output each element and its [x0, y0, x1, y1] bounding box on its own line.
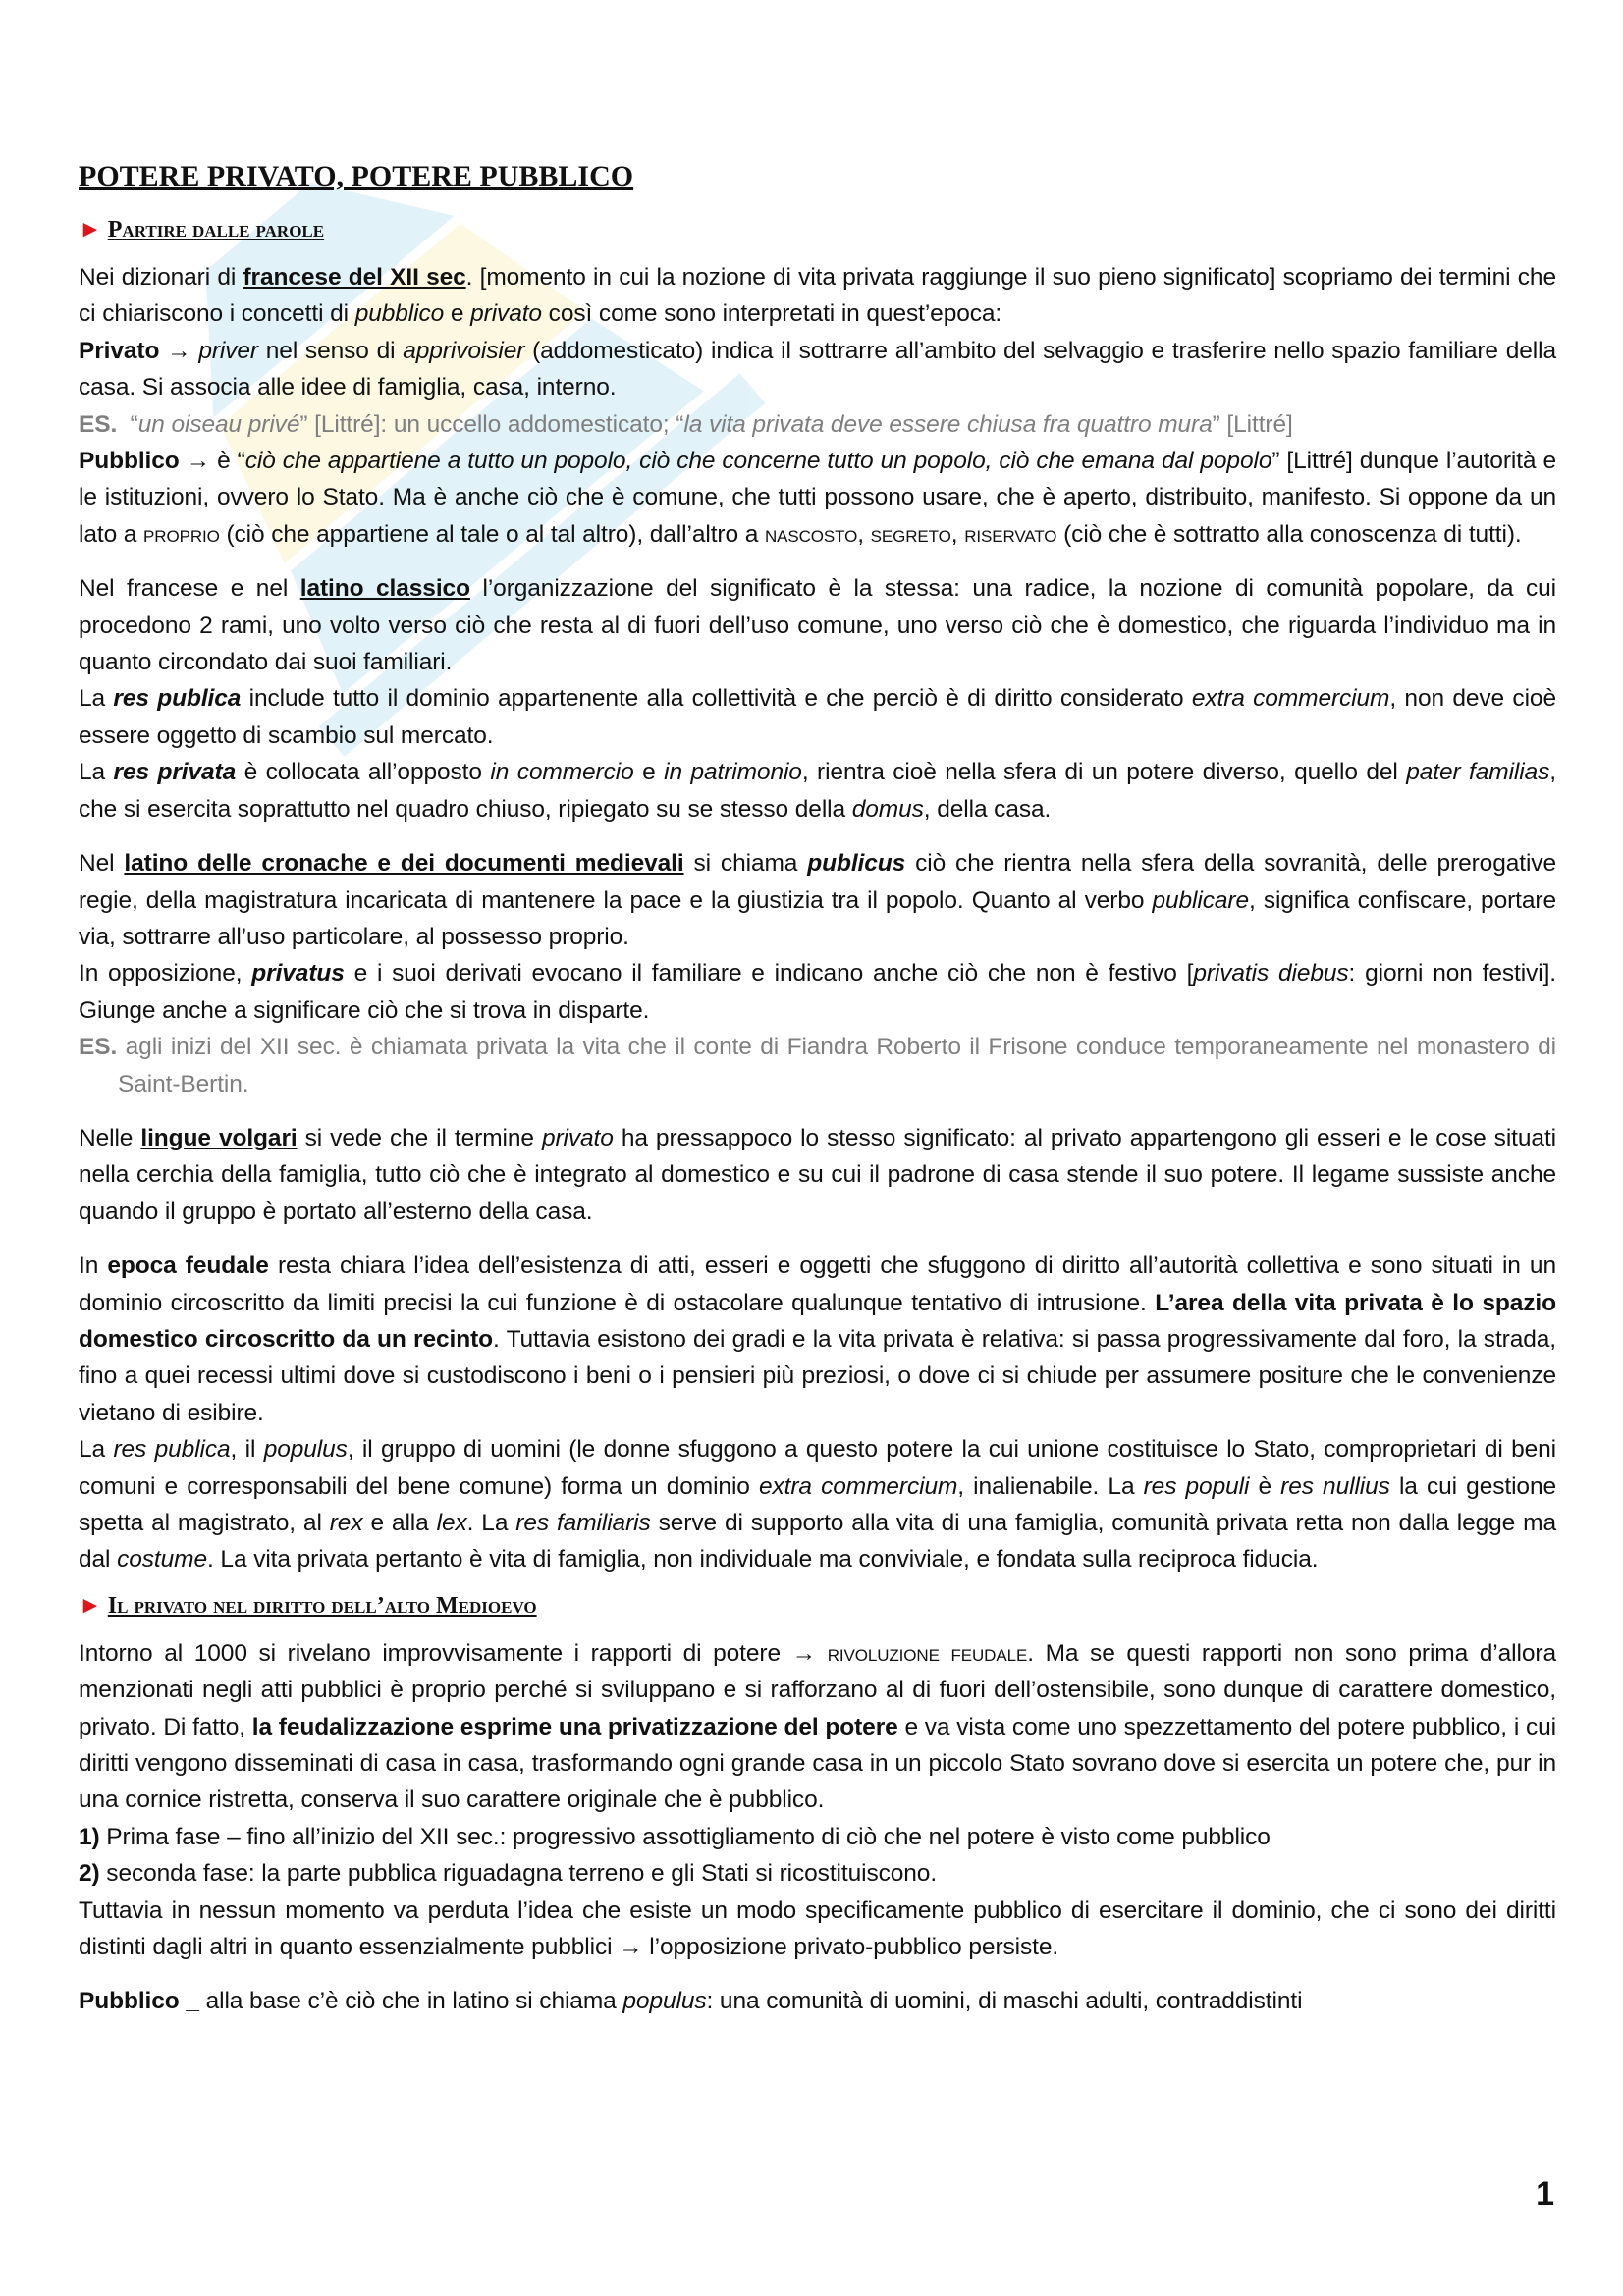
section-heading-text: Il privato nel diritto dell’alto Medioevo — [107, 1592, 537, 1619]
section-heading-text: Partire dalle parole — [107, 217, 325, 242]
paragraph-privato: Privato → priver nel senso di apprivoisier (addomesticato) indica il sottrarre all’ambito del selvaggio e trasferire nello spazio familiare della casa. Si associa alle idee di famiglia, casa, interno. — [79, 337, 1556, 401]
paragraph-res-publica: La res publica include tutto il dominio appartenente alla collettività e che perciò è di diritto considerato extra commercium, non deve cioè essere oggetto di scambio sul mercato. — [79, 685, 1556, 749]
paragraph-pubblico: Pubblico → è “ciò che appartiene a tutto un popolo, ciò che concerne tutto un popolo, ciò che emana dal popolo” [Littré] dunque l’autorità e le istituzioni, ovvero lo Stato. Ma è anche ciò che è comune, che tutti possono usare, che è aperto, distribuito, manifesto. Si oppone da un lato a proprio (ciò che appartiene al tale o al tal altro), dall’altro a nascosto, segreto, riservato (ciò che è sottratto alla conoscenza di tutti). — [79, 448, 1556, 548]
example-saint-bertin: ES. agli inizi del XII sec. è chiamata privata la vita che il conte di Fiandra Roberto il Frisone conduce temporaneamente nel monastero di Saint-Bertin. — [79, 1034, 1556, 1097]
paragraph-privatus: In opposizione, privatus e i suoi derivati evocano il familiare e indicano anche ciò che non è festivo [privatis diebus: giorni non festivi]. Giunge anche a significare ciò che si trova in disparte. — [79, 960, 1556, 1024]
underlined-term: latino classico — [299, 575, 470, 603]
paragraph-pubblico-populus: Pubblico _ alla base c’è ciò che in latino si chiama populus: una comunità di uomini, di maschi adulti, contraddistinti — [79, 1988, 1303, 2015]
paragraph-lingue-volgari: Nelle lingue volgari si vede che il termine privato ha pressappoco lo stesso significato: al privato appartengono gli esseri e le cose situati nella cerchia della famiglia, tutto ciò che è integrato al domestico e su cui il padrone di casa stende il suo potere. Il legame sussiste anche quando il gruppo è portato all’esterno della casa. — [79, 1124, 1556, 1225]
list-item-seconda-fase: 2) seconda fase: la parte pubblica riguadagna terreno e gli Stati si ricostituiscono. — [79, 1860, 938, 1888]
arrow-icon: → — [167, 337, 191, 364]
arrow-icon: → — [186, 448, 211, 475]
red-triangle-icon: ► — [79, 1592, 102, 1619]
section-heading-partire — [79, 212, 1556, 247]
red-triangle-icon: ► — [79, 217, 102, 242]
arrow-icon: → — [619, 1934, 643, 1961]
paragraph-dizionari: Nei dizionari di francese del XII sec. [momento in cui la nozione di vita privata raggiunge il suo pieno significato] scopriamo dei termini che ci chiariscono i concetti di pubblico e privato così come sono interpretati in quest’epoca: — [79, 264, 1556, 328]
paragraph-res-publica-populus: La res publica, il populus, il gruppo di uomini (le donne sfuggono a questo potere la cui unione costituisce lo Stato, comproprietari di beni comuni e corresponsabili del bene comune) forma un dominio extra commercium, inalienabile. La res populi è res nullius la cui gestione spetta al magistrato, al rex e alla lex. La res familiaris serve di supporto alla vita di una famiglia, comunità privata retta non dalla legge ma dal costume. La vita privata pertanto è vita di famiglia, non individuale ma conviviale, e fondata sulla reciproca fiducia. — [79, 1436, 1556, 1574]
arrow-icon: → — [791, 1639, 817, 1667]
example-oiseau: ES. “un oiseau privé” [Littré]: un uccello addomesticato; “la vita privata deve essere chiusa fra quattro mura” [Littré] — [79, 410, 1293, 438]
paragraph-latino-classico: Nel francese e nel latino classico l’organizzazione del significato è la stessa: una radice, la nozione di comunità popolare, da cui procedono 2 rami, uno volto verso ciò che resta al di fuori dell’uso comune, uno verso ciò che è domestico, che riguarda l’individuo ma in quanto circondato dai suoi familiari. — [79, 575, 1556, 676]
underlined-term: latino delle cronache e dei documenti medievali — [124, 850, 684, 878]
document-title: POTERE PRIVATO, POTERE PUBBLICO — [79, 160, 634, 192]
underlined-term: francese del XII sec — [243, 264, 466, 291]
underlined-term: lingue volgari — [140, 1124, 298, 1151]
paragraph-epoca-feudale: In epoca feudale resta chiara l’idea dell’esistenza di atti, esseri e oggetti che sfuggono di diritto all’autorità collettiva e sono situati in un dominio circoscritto da limiti precisi la cui funzione è di ostacolare qualunque tentativo di intrusione. L’area della vita privata è lo spazio domestico circoscritto da un recinto. Tuttavia esistono dei gradi e la vita privata è relativa: si passa progressivamente dal foro, la strada, fino a quei recessi ultimi dove si custodiscono i beni o i pensieri più preziosi, o dove ci si chiude per assumere positure che le convenienze vietano di esibire. — [79, 1253, 1556, 1426]
paragraph-tuttavia: Tuttavia in nessun momento va perduta l’idea che esiste un modo specificamente pubblico di esercitare il dominio, che ci sono dei diritti distinti dagli altri in quanto essenzialmente pubblici → l’opposizione privato-pubblico persiste. — [79, 1896, 1556, 1961]
document-page — [79, 157, 1556, 2020]
page-number: 1 — [1536, 2175, 1554, 2213]
list-item-prima-fase: 1) Prima fase – fino all’inizio del XII sec.: progressivo assottigliamento di ciò che nel potere è visto come pubblico — [79, 1823, 1271, 1850]
paragraph-latino-medievale: Nel latino delle cronache e dei documenti medievali si chiama publicus ciò che rientra nella sfera della sovranità, delle prerogative regie, della magistratura incaricata di mantenere la pace e la giustizia tra il popolo. Quanto al verbo publicare, significa confiscare, portare via, sottrarre all’uso particolare, al possesso proprio. — [79, 850, 1556, 950]
paragraph-rivoluzione-feudale: Intorno al 1000 si rivelano improvvisamente i rapporti di potere → rivoluzione feudale. Ma se questi rapporti non sono prima d’allora menzionati negli atti pubblici è proprio perché si sviluppano e si rafforzano al di fuori dell’ostensibile, sono dunque di carattere domestico, privato. Di fatto, la feudalizzazione esprime una privatizzazione del potere e va vista come uno spezzettamento del potere pubblico, i cui diritti vengono disseminati di casa in casa, trasformando ogni grande casa in un piccolo Stato sovrano dove si esercita un potere che, pur in una cornice ristretta, conserva il suo carattere originale che è pubblico. — [79, 1639, 1556, 1814]
paragraph-res-privata: La res privata è collocata all’opposto in commercio e in patrimonio, rientra cioè nella sfera di un potere diverso, quello del pater familias, che si esercita soprattutto nel quadro chiuso, ripiegato su se stesso della domus, della casa. — [79, 759, 1556, 823]
section-heading-alto-medioevo — [79, 1588, 1556, 1624]
